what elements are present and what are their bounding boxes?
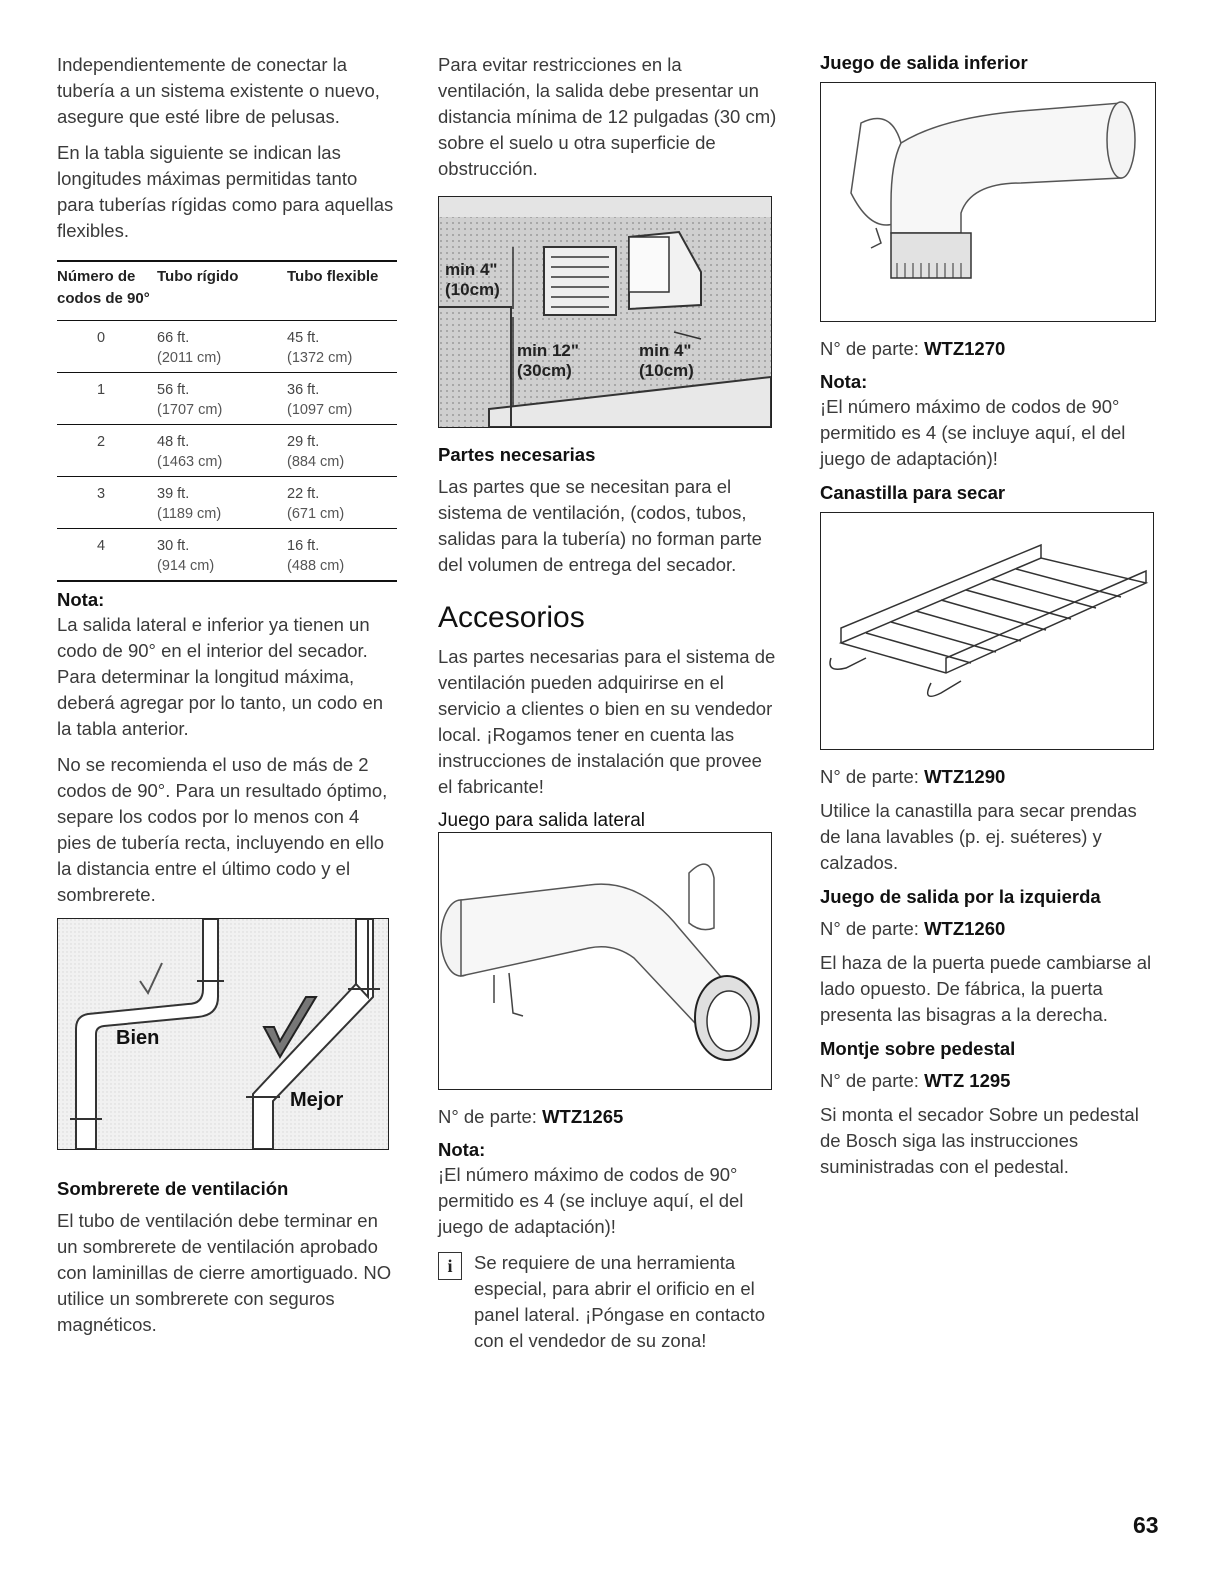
note-title: Nota:	[57, 589, 105, 610]
side-outlet-drawing	[439, 833, 771, 1089]
flex-ft: 16 ft.	[287, 538, 320, 554]
table-intro-paragraph: En la tabla siguiente se indican las longitudes máximas permitidas tanto para tuberías rígidas como para aquellas flexibles.	[57, 142, 394, 241]
cell-elbows: 1	[97, 382, 106, 398]
bottom-outlet-drawing	[821, 83, 1155, 321]
outlet-clearance-illustration	[438, 196, 772, 428]
table-row	[57, 529, 397, 582]
note-text-lateral: ¡El número máximo de codos de 90° permitido es 4 (se incluye aquí, el del juego de adaptación)!	[438, 1164, 744, 1237]
cell-elbows: 4	[97, 538, 106, 554]
heading-inferior: Juego de salida inferior	[820, 52, 1028, 73]
cell-flexible	[287, 425, 397, 477]
part-number-lateral: WTZ1265	[542, 1106, 624, 1127]
rigid-cm: (2011 cm)	[157, 350, 222, 366]
cell-elbows: 3	[97, 486, 106, 502]
page-number: 63	[1133, 1512, 1159, 1538]
part-label: N° de parte:	[820, 918, 919, 939]
elbows-paragraph: No se recomienda el uso de más de 2 codos de 90°. Para un resultado óptimo, separe los codos por lo menos con 4 pies de tubería recta, incluyendo en ello la distancia entre el último codo y el sombrerete.	[57, 754, 388, 905]
table-row	[57, 321, 397, 373]
dim-min4-side: min 4"	[639, 341, 692, 360]
column-right	[820, 52, 1160, 1190]
heading-partes: Partes necesarias	[438, 444, 596, 465]
flex-cm: (884 cm)	[287, 454, 345, 470]
wall-vent-drawing	[439, 197, 771, 427]
flex-cm: (671 cm)	[287, 506, 345, 522]
part-canastilla	[820, 764, 1160, 790]
table-row	[57, 373, 397, 425]
pedestal-paragraph: Si monta el secador Sobre un pedestal de Bosch siga las instrucciones suministradas con el pedestal.	[820, 1104, 1139, 1177]
heading-lateral: Juego para salida lateral	[438, 810, 646, 831]
part-pedestal	[820, 1068, 1160, 1094]
note-title-lateral: Nota:	[438, 1139, 486, 1160]
intro-paragraph: Independientemente de conectar la tubería a un sistema existente o nuevo, asegure que esté libre de pelusas.	[57, 54, 380, 127]
part-lateral	[438, 1104, 778, 1130]
heading-canastilla: Canastilla para secar	[820, 482, 1006, 503]
rigid-ft: 48 ft.	[157, 434, 190, 450]
cell-flexible	[287, 529, 397, 582]
info-text: Se requiere de una herramienta especial, para abrir el orificio en el panel lateral. ¡Póngase en contacto con el vendedor de su zona!	[474, 1252, 766, 1351]
part-inferior	[820, 336, 1160, 362]
cell-rigid	[157, 425, 287, 477]
canastilla-paragraph: Utilice la canastilla para secar prendas de lana lavables (p. ej. suéteres) y calzados.	[820, 800, 1137, 873]
dim-min12: min 12"	[517, 341, 579, 360]
part-label: N° de parte:	[820, 766, 919, 787]
part-number-pedestal: WTZ 1295	[924, 1070, 1011, 1091]
part-number-izquierda: WTZ1260	[924, 918, 1006, 939]
label-bien: Bien	[116, 1027, 160, 1049]
flex-cm: (1097 cm)	[287, 402, 353, 418]
rigid-ft: 56 ft.	[157, 382, 190, 398]
cell-flexible	[287, 477, 397, 529]
cell-flexible	[287, 373, 397, 425]
cell-elbows: 0	[97, 330, 106, 346]
dim-30cm: (30cm)	[517, 361, 572, 380]
rigid-cm: (1707 cm)	[157, 402, 223, 418]
rigid-ft: 30 ft.	[157, 538, 190, 554]
cell-rigid	[157, 321, 287, 373]
label-mejor: Mejor	[290, 1089, 344, 1111]
dim-min4-top: min 4"	[445, 260, 498, 279]
elbow-pipes-drawing	[58, 919, 388, 1149]
part-label: N° de parte:	[820, 1070, 919, 1091]
rigid-ft: 66 ft.	[157, 330, 190, 346]
vent-length-table	[57, 260, 397, 582]
elbow-illustration	[57, 918, 389, 1150]
note-text-inferior: ¡El número máximo de codos de 90° permitido es 4 (se incluye aquí, el del juego de adaptación)!	[820, 396, 1126, 469]
inferior-kit-illustration	[820, 82, 1156, 322]
table-header-row	[57, 261, 397, 321]
lateral-kit-illustration	[438, 832, 772, 1090]
part-number-canastilla: WTZ1290	[924, 766, 1006, 787]
column-middle	[438, 52, 778, 1354]
header-rigid: Tubo rígido	[157, 268, 239, 285]
note-text: La salida lateral e inferior ya tienen un codo de 90° en el interior del secador. Para determinar la longitud máxima, deberá agregar por lo tanto, un codo en la tabla anterior.	[57, 614, 384, 739]
izquierda-paragraph: El haza de la puerta puede cambiarse al lado opuesto. De fábrica, la puerta presenta las bisagras a la derecha.	[820, 952, 1152, 1025]
drying-rack-drawing	[821, 513, 1153, 749]
table-row	[57, 477, 397, 529]
header-flexible: Tubo flexible	[287, 268, 379, 285]
part-label: N° de parte:	[438, 1106, 537, 1127]
flex-ft: 36 ft.	[287, 382, 320, 398]
part-label: N° de parte:	[820, 338, 919, 359]
rigid-ft: 39 ft.	[157, 486, 190, 502]
info-icon: i	[438, 1252, 462, 1280]
flex-ft: 45 ft.	[287, 330, 320, 346]
restriction-paragraph: Para evitar restricciones en la ventilación, la salida debe presentar un distancia mínima de 12 pulgadas (30 cm) sobre el suelo u otra superficie de obstrucción.	[438, 54, 777, 179]
heading-accesorios: Accesorios	[438, 601, 585, 634]
part-number-inferior: WTZ1270	[924, 338, 1006, 359]
rigid-cm: (914 cm)	[157, 558, 215, 574]
heading-pedestal: Montje sobre pedestal	[820, 1038, 1016, 1059]
accesorios-paragraph: Las partes necesarias para el sistema de ventilación pueden adquirirse en el servicio a clientes o bien en su vendedor local. ¡Rogamos tener en cuenta las instrucciones de instalación que provee el fabricante!	[438, 646, 776, 797]
rigid-cm: (1189 cm)	[157, 506, 222, 522]
partes-paragraph: Las partes que se necesitan para el sistema de ventilación, (codos, tubos, salidas para la tubería) no forman parte del volumen de entrega del secador.	[438, 476, 762, 575]
cell-flexible	[287, 321, 397, 373]
flex-ft: 22 ft.	[287, 486, 320, 502]
flex-ft: 29 ft.	[287, 434, 320, 450]
basket-illustration	[820, 512, 1154, 750]
flex-cm: (1372 cm)	[287, 350, 353, 366]
column-left	[57, 52, 397, 1348]
part-izquierda	[820, 916, 1160, 942]
cell-elbows: 2	[97, 434, 106, 450]
cell-rigid	[157, 477, 287, 529]
header-elbows: Número de codos de 90°	[57, 268, 150, 307]
cell-rigid	[157, 373, 287, 425]
flex-cm: (488 cm)	[287, 558, 345, 574]
dim-10cm-side: (10cm)	[639, 361, 694, 380]
table-row	[57, 425, 397, 477]
heading-sombrerete: Sombrerete de ventilación	[57, 1178, 289, 1199]
cell-rigid	[157, 529, 287, 582]
rigid-cm: (1463 cm)	[157, 454, 223, 470]
sombrerete-paragraph: El tubo de ventilación debe terminar en un sombrerete de ventilación aprobado con laminillas de cierre amortiguado. NO utilice un sombrerete con seguros magnéticos.	[57, 1210, 392, 1335]
heading-izquierda: Juego de salida por la izquierda	[820, 886, 1101, 907]
info-note	[438, 1250, 778, 1354]
note-title-inferior: Nota:	[820, 371, 868, 392]
dim-10cm-top: (10cm)	[445, 280, 500, 299]
